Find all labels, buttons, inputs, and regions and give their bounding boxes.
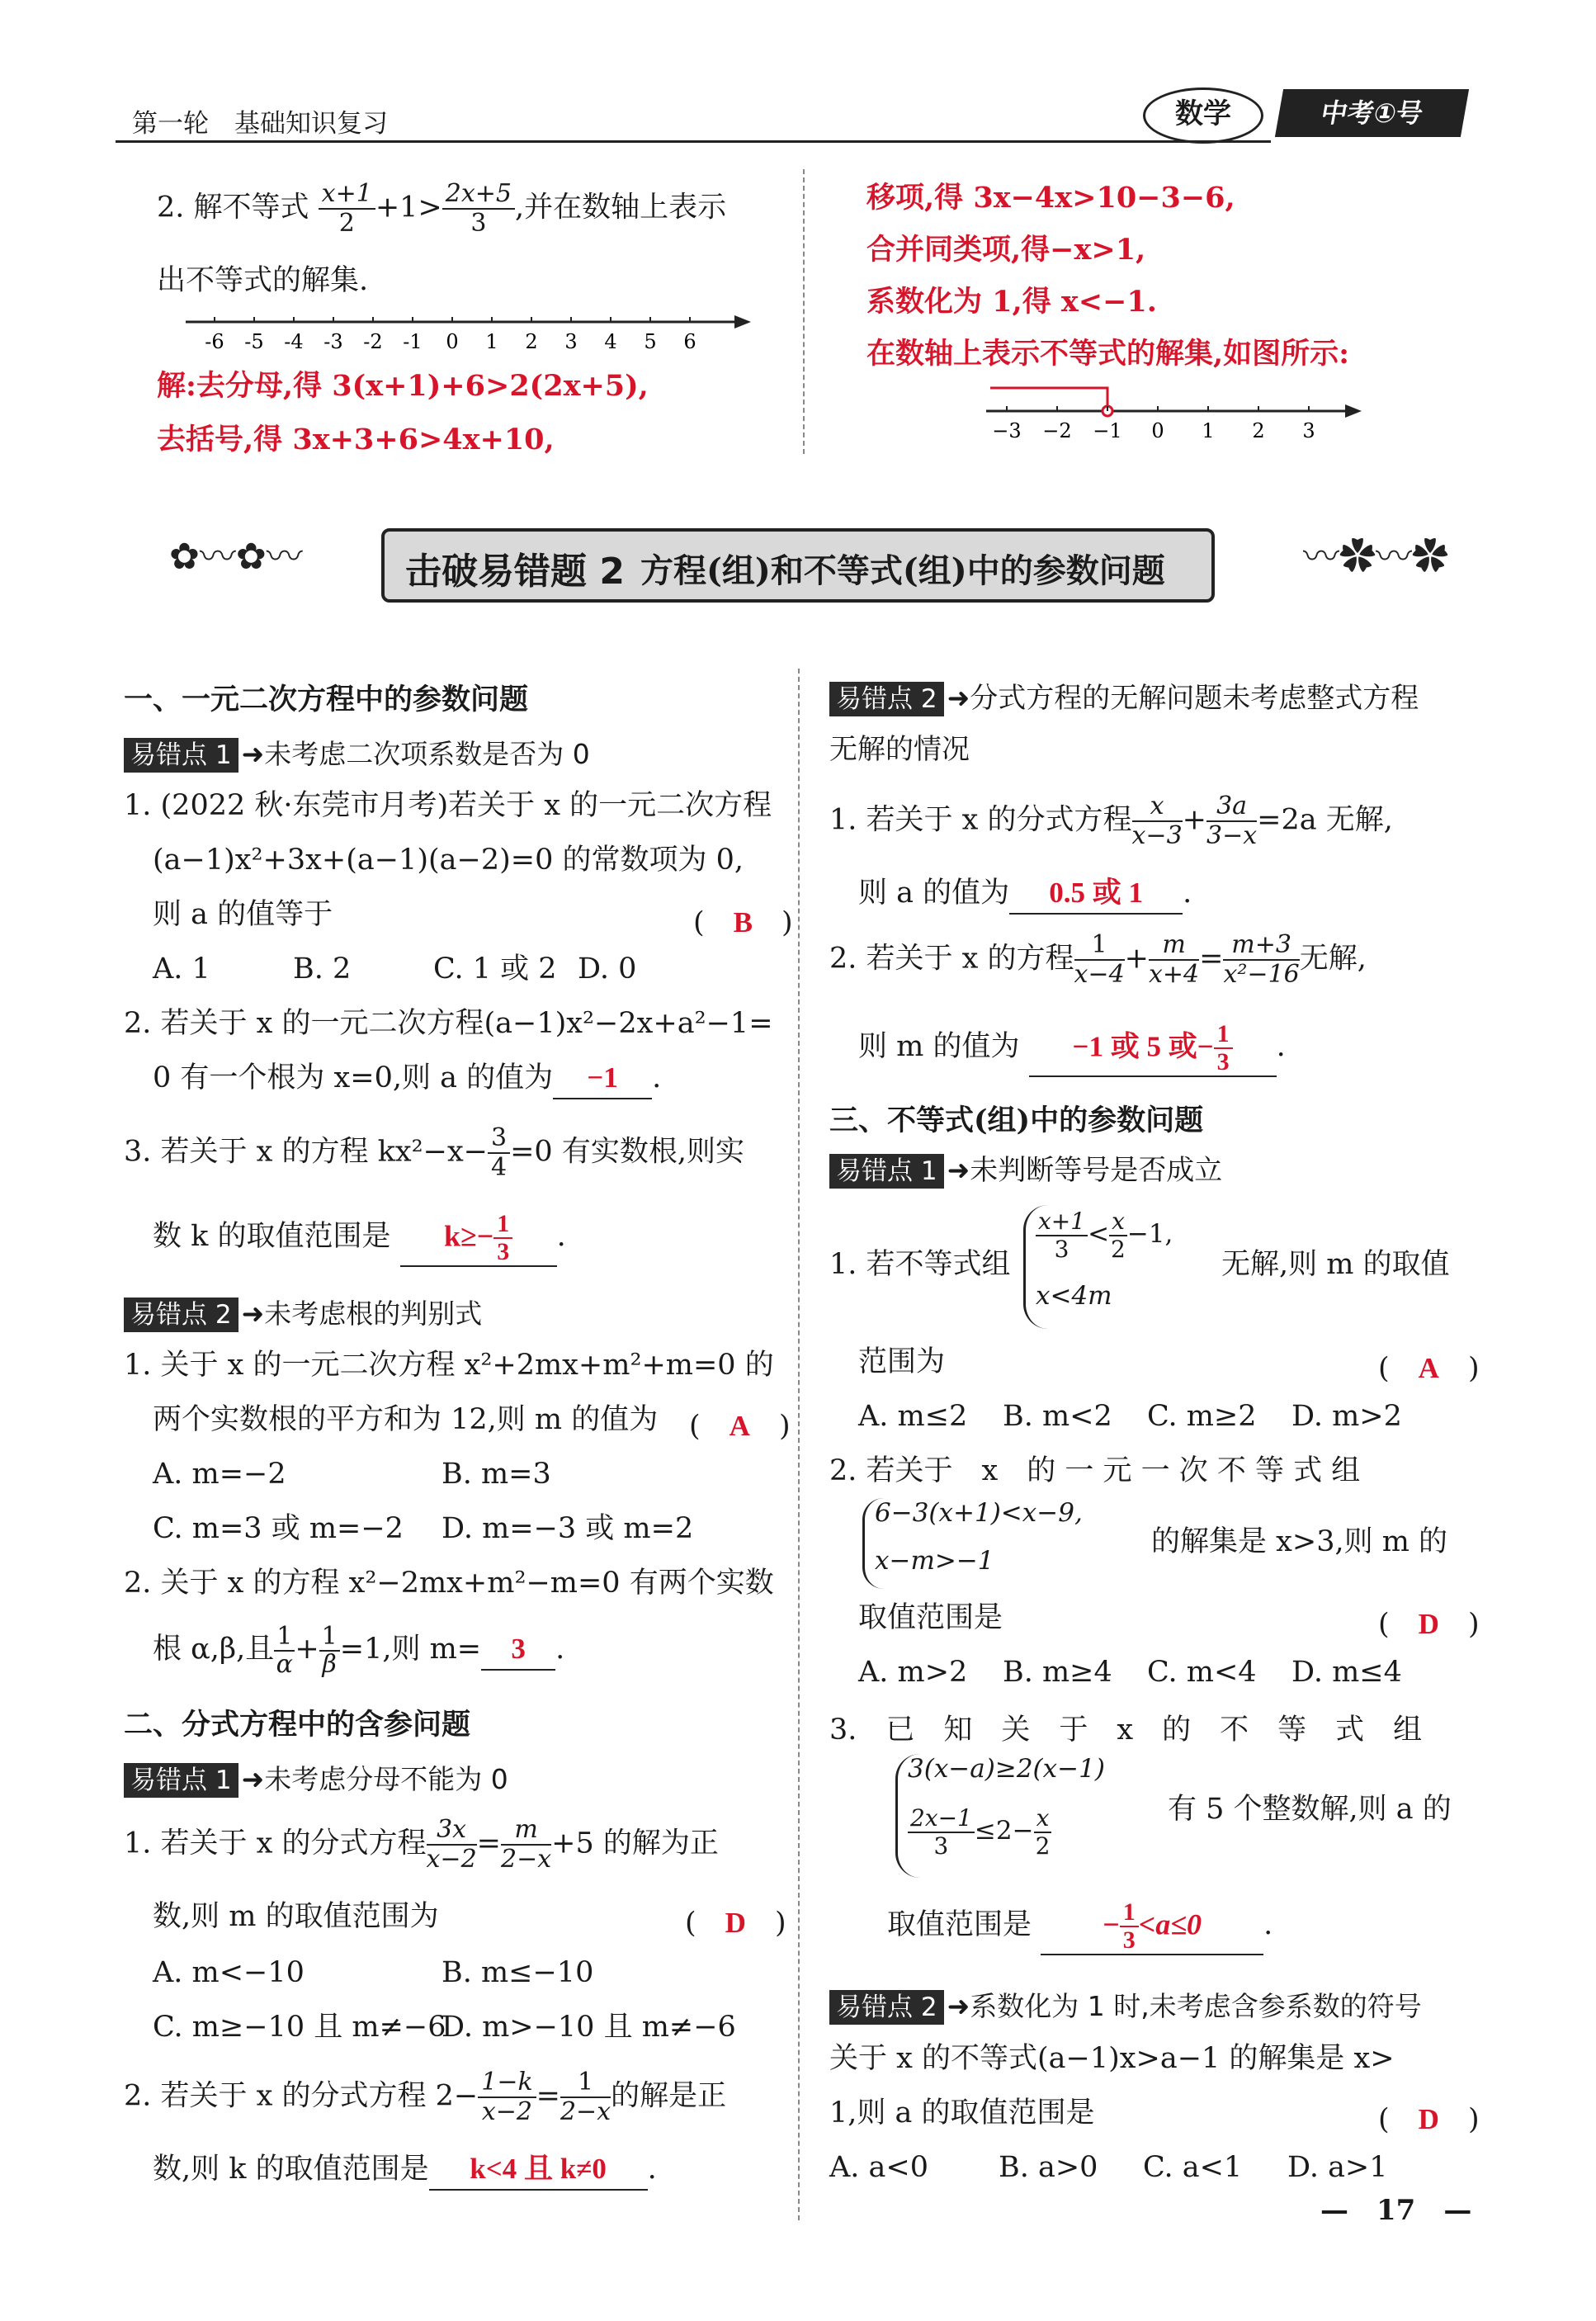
r4-line-1: 2. 若关于 x 的 一 元 一 次 不 等 式 组 [829,1454,1361,1487]
ornament-right: 〰✿〰✿ [1303,536,1448,578]
q4-line-2: 两个实数根的平方和为 12,则 m 的值为 [153,1403,659,1436]
r2-line-1: 2. 若关于 x 的方程 $\frac{1}{x-4}$ + $\frac{m}{x+4}$ = $\frac{m+3}{\text{x²−16}}$ 无解, [829,930,1367,989]
tick-label: −2 [1042,419,1072,442]
r5-system: 3(x−a)≥2(x−1) $\frac{2x-1}{3}$ ≤2− $\frac{x}{2}$ [895,1754,1162,1878]
tick-label: 2 [1252,419,1265,442]
solution-line-3: 移项,得 3x−4x>10−3−6, [866,181,1235,215]
number-line-solution [982,380,1370,446]
top-problem-stem: 2. 解不等式 $\frac{x+1}{2}$ +1> $\frac{2x+5}{3}$ ,并在数轴上表示 [157,179,727,238]
page-header [124,97,1469,147]
header-rule [116,140,1271,143]
tick-label: -3 [323,330,343,353]
r2-line-2: 则 m 的值为 −1 或 5 或− $\frac{1}{3}$ . [858,1019,1286,1075]
tick-label: 6 [683,330,696,353]
pitfall-2-label: 易错点 2 ➜未考虑根的判别式 [124,1293,482,1332]
tick-label: 1 [1202,419,1215,442]
q7-line-2: 数,则 k 的取值范围是 k<4 且 k≠0 . [153,2143,657,2196]
q4-options-row-1: A. m=−2 B. m=3 [153,1458,551,1491]
tick-label: 3 [564,330,578,353]
tick-label: -6 [205,330,224,353]
q2-line-1: 2. 若关于 x 的一元二次方程(a−1)x²−2x+a²−1= [124,1007,773,1040]
pitfall-4-label: 易错点 2 ➜分式方程的无解问题未考虑整式方程 [829,675,1419,716]
r1-line-2: 则 a 的值为 0.5 或 1 . [858,867,1192,919]
solution-line-4: 合并同类项,得−x>1, [866,233,1146,267]
r3-answer-paren: ( A ) [1378,1352,1480,1385]
q5-line-2: 根 α,β,且 $\frac{1}{\alpha}$ + $\frac{1}{\beta}$ =1,则 m= 3 . [153,1621,565,1679]
tick-label: 3 [1302,419,1315,442]
q4-line-1: 1. 关于 x 的一元二次方程 x²+2mx+m²+m=0 的 [124,1349,774,1382]
q1-line-3: 则 a 的值等于 [153,898,333,931]
tick-label: 0 [1151,419,1164,442]
solution-line-2: 去括号,得 3x+3+6>4x+10, [157,423,555,456]
q6-line-1: 1. 若关于 x 的分式方程 $\frac{3x}{x-2}$ = $\frac{m}{2-x}$ +5 的解为正 [124,1815,719,1874]
chapter-label: 第一轮 基础知识复习 [132,109,388,139]
q6-line-2: 数,则 m 的取值范围为 [153,1900,439,1933]
tick-label: 4 [604,330,617,353]
q3-line-2: 数 k 的取值范围是 k≥− $\frac{1}{3}$ . [153,1209,566,1265]
q6-options-row-1: A. m<−10 B. m≤−10 [153,1956,594,1989]
tick-label: −1 [1093,419,1122,442]
solution-line-1: 解:去分母,得 3(x+1)+6>2(2x+5), [157,369,649,403]
ornament-left: ✿〰✿〰 [169,536,303,578]
q4-answer-paren: ( A ) [689,1410,791,1443]
r3-line-2: 范围为 [858,1345,946,1378]
q5-line-1: 2. 关于 x 的方程 x²−2mx+m²−m=0 有两个实数 [124,1567,774,1600]
r3-system: $\frac{x+1}{3}$ < $\frac{x}{2}$ −1, x<4m [1023,1205,1249,1329]
q4-options-row-2: C. m=3 或 m=−2 D. m=−3 或 m=2 [153,1512,694,1545]
number-line-blank [182,305,759,363]
page-number: — 17 — [1320,2194,1472,2227]
pitfall-6-label: 易错点 2 ➜系数化为 1 时,未考虑含参系数的符号 [829,1985,1422,2025]
q2-line-2: 0 有一个根为 x=0,则 a 的值为 −1 . [153,1052,661,1104]
r1-line-1: 1. 若关于 x 的分式方程 $\frac{x}{x-3}$ + $\frac{3a}{3-x}$ =2a 无解, [829,792,1393,850]
pitfall-1-label: 易错点 1 ➜未考虑二次项系数是否为 0 [124,733,590,773]
q1-line-1: 1. (2022 秋·东莞市月考)若关于 x 的一元二次方程 [124,789,772,822]
q6-options-row-2: C. m≥−10 且 m≠−6D. m>−10 且 m≠−6 [153,2011,736,2044]
section-1-title: 一、一元二次方程中的参数问题 [124,683,529,716]
pitfall-3-label: 易错点 1 ➜未考虑分母不能为 0 [124,1758,508,1798]
banner-subtitle: 方程(组)和不等式(组)中的参数问题 [640,551,1165,590]
r4-system: 6−3(x+1)<x−9, x−m>−1 [862,1498,1154,1589]
tick-label: -2 [363,330,383,353]
pitfall-5-label: 易错点 1 ➜未判断等号是否成立 [829,1147,1222,1189]
r4-line-3: 取值范围是 [858,1601,1003,1634]
q1-options: A. 1 B. 2 C. 1 或 2 D. 0 [153,953,637,986]
r3-line-1: 1. 若不等式组 [829,1248,1011,1281]
r4-options: A. m>2 B. m≥4 C. m<4 D. m≤4 [858,1656,1402,1689]
banner-title: 击破易错题 2 [405,551,625,593]
tick-label: -1 [403,330,423,353]
top-problem-stem-2: 出不等式的解集. [157,264,369,297]
top-column-divider [803,169,805,454]
tick-label: 2 [525,330,538,353]
r6-options: A. a<0 B. a>0 C. a<1 D. a>1 [829,2151,1388,2184]
r6-answer-paren: ( D ) [1378,2103,1480,2136]
r4-answer-paren: ( D ) [1378,1608,1480,1641]
main-column-divider [798,669,800,2220]
pitfall-4-label-2: 无解的情况 [829,733,970,766]
q3-line-1: 3. 若关于 x 的方程 kx²−x− $\frac{3}{4}$ =0 有实数根,则实 [124,1123,744,1182]
r3-options: A. m≤2 B. m<2 C. m≥2 D. m>2 [858,1400,1402,1433]
r5-line-2-tail: 有 5 个整数解,则 a 的 [1168,1793,1452,1826]
tick-label: 0 [446,330,459,353]
solution-line-5: 系数化为 1,得 x<−1. [866,285,1157,319]
r4-line-2-tail: 的解集是 x>3,则 m 的 [1151,1525,1448,1558]
q1-answer-paren: ( B ) [693,906,793,939]
brand-badge: 中考①号 [1275,89,1469,137]
r5-line-3: 取值范围是 − $\frac{1}{3}$ <a≤0 . [887,1898,1273,1954]
r6-line-1: 关于 x 的不等式(a−1)x>a−1 的解集是 x> [829,2042,1395,2075]
q6-answer-paren: ( D ) [685,1907,786,1940]
tick-label: 1 [485,330,498,353]
section-2-title: 二、分式方程中的含参问题 [124,1708,471,1742]
subject-badge: 数学 [1143,87,1263,144]
tick-label: -5 [244,330,264,353]
r5-line-1: 3. 已 知 关 于 x 的 不 等 式 组 [829,1714,1423,1747]
section-3-title: 三、不等式(组)中的参数问题 [829,1104,1204,1137]
r6-line-2: 1,则 a 的取值范围是 [829,2096,1095,2130]
tick-label: 5 [644,330,657,353]
tick-label: -4 [284,330,304,353]
tick-label: −3 [992,419,1022,442]
solution-line-6: 在数轴上表示不等式的解集,如图所示: [866,337,1350,371]
section-banner [381,528,1215,603]
r3-line-1-tail: 无解,则 m 的取值 [1221,1248,1450,1281]
q1-line-2: (a−1)x²+3x+(a−1)(a−2)=0 的常数项为 0, [153,844,744,877]
q7-line-1: 2. 若关于 x 的分式方程 2− $\frac{1-k}{x-2}$ = $\frac{1}{2-x}$ 的解是正 [124,2068,727,2126]
